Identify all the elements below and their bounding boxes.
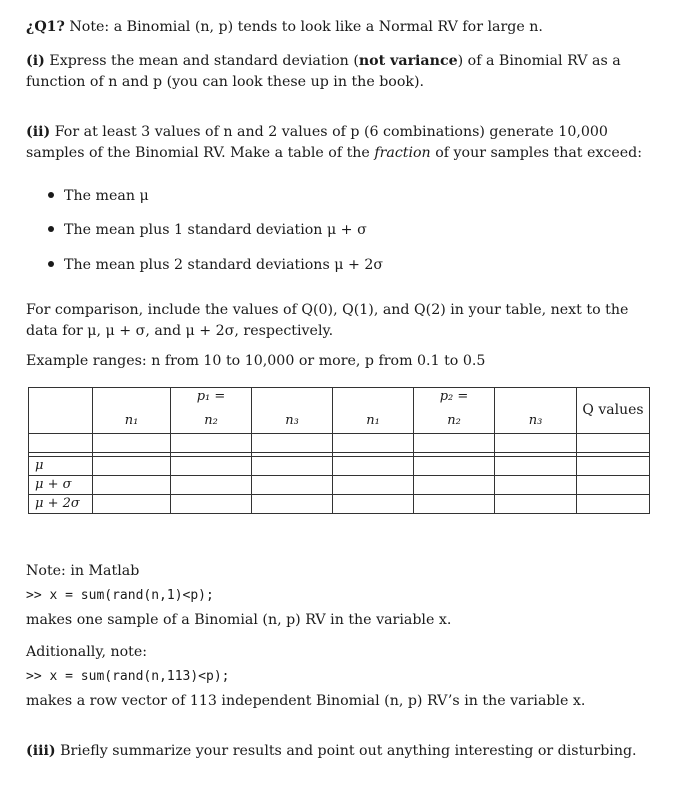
p2-label: p₂ = bbox=[439, 389, 469, 404]
header-cell: n₃ bbox=[252, 388, 333, 434]
matlab-desc-2: makes a row vector of 113 independent Binomial (n, p) RV’s in the variable x. bbox=[26, 693, 586, 709]
table-row bbox=[29, 457, 650, 476]
table-row bbox=[29, 495, 650, 514]
part-i-bold: not variance bbox=[358, 53, 458, 69]
bullet-mean-plus-sigma: The mean plus 1 standard deviation μ + σ bbox=[48, 220, 367, 241]
header-cell: n₁ bbox=[333, 388, 414, 434]
part-i-text-b: ) of a Binomial RV as a function of n and p (you can look these up in the book). bbox=[26, 53, 621, 90]
table-blank-row bbox=[29, 434, 650, 453]
header-cell: n₃ bbox=[495, 388, 577, 434]
matlab-code-1: >> x = sum(rand(n,1)<p); bbox=[26, 588, 214, 603]
header-cell: n₁ bbox=[93, 388, 171, 434]
part-iii-text: Briefly summarize your results and point out anything interesting or disturbing. bbox=[55, 743, 637, 759]
header-cell: p₂ = n₂ bbox=[414, 388, 495, 434]
p1-label: p₁ = bbox=[196, 389, 226, 404]
bullet-mean-plus-2sigma: The mean plus 2 standard deviations μ + 2σ bbox=[48, 255, 383, 276]
row-label: μ bbox=[29, 457, 93, 476]
part-iii-label: (iii) bbox=[26, 743, 56, 759]
part-ii-text-a: For at least 3 values of n and 2 values of p (6 combinations) generate 10,000 samples of the Binomial RV. Make a table of the bbox=[26, 124, 608, 161]
question-label: ¿Q1? bbox=[26, 19, 65, 35]
header-corner-cell bbox=[29, 388, 93, 434]
bullet-icon bbox=[48, 261, 54, 267]
header-cell: p₁ = n₂ bbox=[171, 388, 252, 434]
question-header bbox=[26, 17, 656, 38]
table-header-row bbox=[29, 388, 650, 434]
row-label: μ + 2σ bbox=[29, 495, 93, 514]
additionally-note: Aditionally, note: bbox=[26, 644, 148, 660]
part-i-text-a: Express the mean and standard deviation ( bbox=[44, 53, 359, 69]
bullet-icon bbox=[48, 226, 54, 232]
row-label: μ + σ bbox=[29, 476, 93, 495]
example-ranges: Example ranges: n from 10 to 10,000 or more, p from 0.1 to 0.5 bbox=[26, 353, 486, 369]
part-ii-text-b: of your samples that exceed: bbox=[430, 144, 643, 161]
part-ii-label: (ii) bbox=[26, 124, 51, 140]
part-i-paragraph bbox=[26, 51, 656, 92]
header-q-cell: Q values bbox=[577, 388, 650, 434]
matlab-note: Note: in Matlab bbox=[26, 563, 140, 579]
part-ii-paragraph bbox=[26, 122, 656, 163]
results-table bbox=[28, 387, 650, 514]
part-i-label: (i) bbox=[26, 53, 45, 69]
bullet-mean: The mean μ bbox=[48, 186, 149, 207]
matlab-desc-1: makes one sample of a Binomial (n, p) RV in the variable x. bbox=[26, 612, 452, 628]
comparison-paragraph: For comparison, include the values of Q(0), Q(1), and Q(2) in your table, next to the data for μ, μ + σ, and μ + 2σ, respectively. bbox=[26, 302, 629, 339]
bullet-icon bbox=[48, 192, 54, 198]
question-intro: Note: a Binomial (n, p) tends to look like a Normal RV for large n. bbox=[64, 19, 543, 35]
part-ii-italic: fraction bbox=[374, 144, 431, 161]
table-row bbox=[29, 476, 650, 495]
part-iii-paragraph bbox=[26, 741, 656, 762]
matlab-code-2: >> x = sum(rand(n,113)<p); bbox=[26, 669, 230, 684]
